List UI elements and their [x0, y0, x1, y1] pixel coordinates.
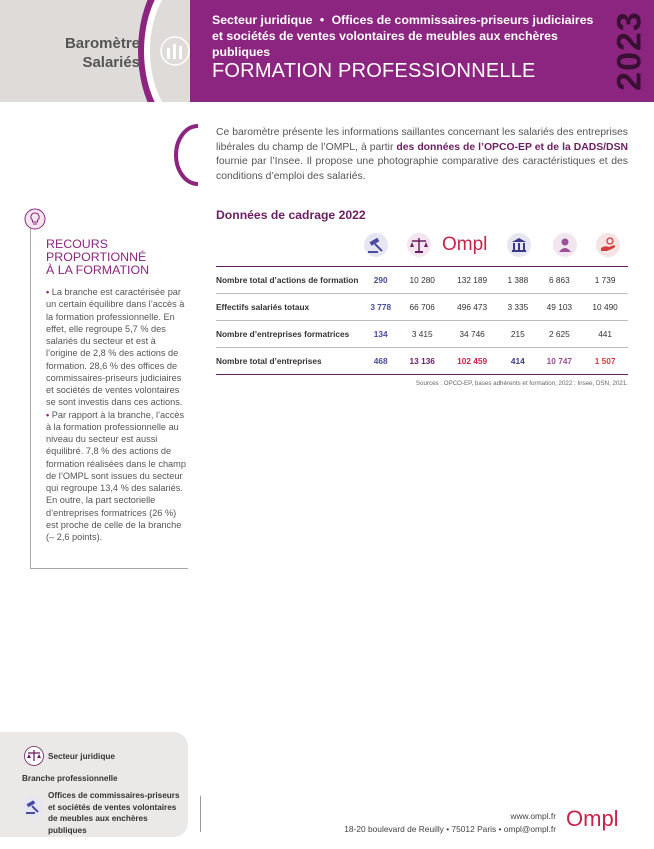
table-column-icons — [216, 232, 628, 262]
ompl-logo — [566, 806, 632, 834]
intro-bracket-icon — [174, 124, 214, 186]
cell-col6: 10 490 — [582, 294, 628, 321]
row-label: Nombre total d’entreprises — [216, 348, 362, 375]
cell-branch: 468 — [362, 348, 399, 375]
cell-ompl: 34 746 — [445, 321, 499, 348]
row-label: Nombre total d’actions de formation — [216, 267, 362, 294]
legend-branche: Branche professionnelle — [22, 774, 118, 783]
cell-col4: 215 — [499, 321, 536, 348]
sidebar-body — [46, 286, 186, 543]
row-label: Nombre d’entreprises formatrices — [216, 321, 362, 348]
footer-address: 18-20 boulevard de Reuilly • 75012 Paris • ompl@ompl.fr — [344, 824, 556, 834]
year-badge — [610, 2, 650, 100]
branch-label: Offices de commissaires-priseurs judiciaires et sociétés de ventes volontaires de meubles aux enchères publiques — [212, 13, 594, 59]
intro-text-2: fournie par l’Insee. Il propose une photographie comparative des caractéristiques et des conditions d’emploi des salariés. — [216, 156, 628, 182]
lightbulb-icon — [24, 208, 46, 230]
barometer-icon — [160, 36, 190, 66]
intro-paragraph — [216, 126, 628, 184]
bullet: • — [46, 409, 50, 420]
cell-secteur: 66 706 — [399, 294, 445, 321]
intro-text-bold: des données de l’OPCO-EP et de la DADS/DSN — [396, 141, 628, 153]
legend-secteur: Secteur juridique — [48, 752, 115, 761]
separator: • — [319, 13, 325, 27]
hand-icon — [595, 232, 621, 258]
sidebar-paragraph-3: En outre, la part sectorielle d’entreprises formatrices (26 %) est proche de celle de la branche (– 2,6 points). — [46, 495, 182, 542]
ompl-logo-text: Ompl — [566, 806, 619, 831]
person-icon — [552, 232, 578, 258]
sidebar-paragraph-1 — [46, 286, 186, 409]
cell-col5: 10 747 — [537, 348, 583, 375]
table-row — [216, 321, 628, 348]
header-subtitle — [212, 12, 604, 60]
cell-secteur: 13 136 — [399, 348, 445, 375]
footer-url[interactable]: www.ompl.fr — [510, 811, 556, 821]
sector-label: Secteur juridique — [212, 13, 313, 27]
cell-col4: 414 — [499, 348, 536, 375]
barometre-title — [20, 34, 140, 72]
cell-col4: 1 388 — [499, 267, 536, 294]
cell-branch: 134 — [362, 321, 399, 348]
gavel-icon — [22, 796, 44, 818]
intro-text-1: Ce baromètre présente les informations saillantes concernant les salariés des entreprises libérales du champ de l’OMPL, à partir — [216, 127, 628, 153]
cell-branch: 3 778 — [362, 294, 399, 321]
cell-secteur: 3 415 — [399, 321, 445, 348]
table-title: Données de cadrage 2022 — [216, 208, 366, 222]
year-text: 2023 — [610, 11, 649, 91]
cell-col6: 1 739 — [582, 267, 628, 294]
cell-col5: 49 103 — [537, 294, 583, 321]
cell-col4: 3 335 — [499, 294, 536, 321]
institution-icon — [506, 232, 532, 258]
sources-note: Sources : OPCO-EP, bases adhérents et formation, 2022 ; Insee, DSN, 2021. — [415, 380, 628, 387]
cell-branch: 290 — [362, 267, 399, 294]
sidebar-text-2: Par rapport à la branche, l’accès à la formation professionnelle au niveau du secteur est aussi équilibré. 7,8 % des actions de formation réalisées dans le champ de l’OMPL sont issues du secteur qui regroupe 13,4 % des salariés. — [46, 409, 186, 493]
table-row — [216, 348, 628, 375]
sidebar-text-1: La branche est caractérisée par un certain équilibre dans l’accès à la formation professionnelle. En effet, elle regroupe 5,7 % des salariés du secteur et est à l’origine de 2,8 % des actions de formation. 28,6 % des offices de commissaires-priseurs judiciaires et sociétés de ventes volontaires se sont investis dans ces actions. — [46, 287, 185, 408]
cell-col6: 1 507 — [582, 348, 628, 375]
cell-ompl: 132 189 — [445, 267, 499, 294]
sidebar-title-line-3: À LA FORMATION — [46, 263, 150, 277]
data-table — [216, 266, 628, 375]
legend-offices: Offices de commissaires-priseurs et sociétés de ventes volontaires de meubles aux enchères publiques — [48, 791, 180, 835]
cell-col5: 6 863 — [537, 267, 583, 294]
cell-ompl: 496 473 — [445, 294, 499, 321]
page-title: FORMATION PROFESSIONNELLE — [212, 60, 536, 82]
cell-col5: 2 625 — [537, 321, 583, 348]
cell-col6: 441 — [582, 321, 628, 348]
cell-secteur: 10 280 — [399, 267, 445, 294]
row-label: Effectifs salariés totaux — [216, 294, 362, 321]
scales-icon — [24, 746, 44, 766]
sidebar-paragraph-2 — [46, 409, 186, 495]
scales-icon — [406, 232, 432, 258]
brand-line-1: Baromètre — [64, 35, 140, 52]
sidebar-title-line-2: PROPORTIONNÉ — [46, 250, 147, 264]
ompl-logo: Ompl — [442, 234, 488, 255]
bullet: • — [46, 287, 50, 297]
footer-divider — [200, 796, 201, 832]
sidebar-title-line-1: RECOURS — [46, 237, 108, 251]
sidebar-title — [46, 238, 186, 277]
brand-line-2: Salariés — [82, 54, 140, 71]
cell-ompl: 102 459 — [445, 348, 499, 375]
table-row — [216, 267, 628, 294]
gavel-icon — [363, 232, 389, 258]
table-row — [216, 294, 628, 321]
